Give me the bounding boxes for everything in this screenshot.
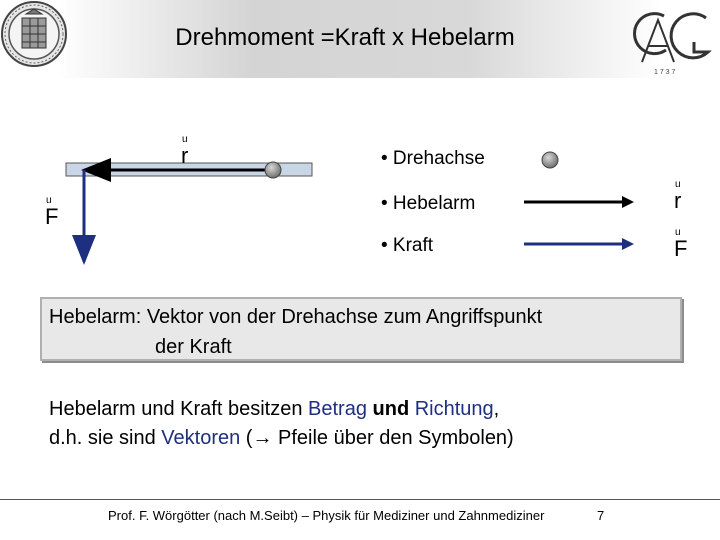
- lever-arm-symbol: u r: [181, 134, 189, 168]
- blue-arrow-legend-icon: [520, 234, 640, 254]
- arrow-symbol: →: [252, 427, 273, 449]
- footer-text: Prof. F. Wörgötter (nach M.Seibt) – Physik für Mediziner und Zahnmediziner: [108, 508, 545, 523]
- svg-text:1 7 3 7: 1 7 3 7: [654, 69, 676, 76]
- pivot-circle: [265, 162, 281, 178]
- paragraph-line-1: Hebelarm und Kraft besitzen Betrag und Richtung,: [49, 398, 500, 420]
- legend-F-symbol: u F: [674, 227, 688, 261]
- page-number: 7: [597, 508, 605, 523]
- footer-divider: [0, 499, 720, 500]
- page-title: Drehmoment =Kraft x Hebelarm: [175, 24, 515, 51]
- richtung-term: Richtung: [414, 398, 494, 420]
- paragraph-line-2: d.h. sie sind Vektoren (→ Pfeile über den Symbolen): [49, 427, 514, 449]
- pivot-legend-icon: [538, 149, 562, 171]
- force-symbol: u F: [45, 195, 59, 229]
- definition-line-1: Hebelarm: Vektor von der Drehachse zum Angriffspunkt: [49, 306, 543, 328]
- definition-line-2: der Kraft: [155, 336, 232, 358]
- legend-kraft: • Kraft: [381, 235, 434, 256]
- black-arrow-legend-icon: [520, 192, 640, 212]
- vektoren-term: Vektoren: [161, 427, 241, 449]
- betrag-term: Betrag: [308, 398, 367, 420]
- legend-hebelarm: • Hebelarm: [381, 193, 476, 214]
- legend-drehachse: • Drehachse: [381, 148, 485, 169]
- legend-r-symbol: u r: [674, 179, 682, 213]
